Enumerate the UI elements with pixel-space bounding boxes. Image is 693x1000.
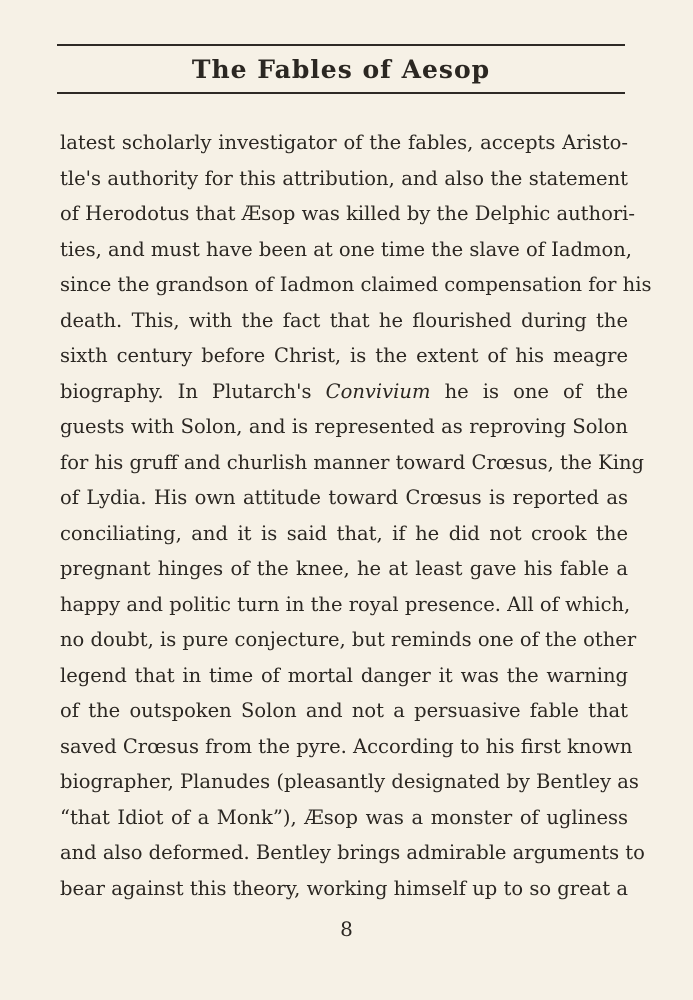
text-line: “that Idiot of a Monk”), Æsop was a monster of ugliness — [60, 805, 628, 829]
text-line: legend that in time of mortal danger it was the warning — [60, 663, 628, 687]
text-line: bear against this theory, working himself up to so great a — [60, 876, 628, 900]
text-line: biographer, Planudes (pleasantly designated by Bentley as — [60, 770, 639, 793]
header-rule-bottom — [57, 92, 625, 94]
text-line: conciliating, and it is said that, if he did not crook the — [60, 521, 628, 545]
text-line: sixth century before Christ, is the extent of his meagre — [60, 344, 628, 367]
text-line: latest scholarly investigator of the fables, accepts Aristo- — [60, 131, 628, 154]
italic-title: Convivium — [325, 379, 431, 403]
text-line: of Herodotus that Æsop was killed by the Delphic authori- — [60, 202, 635, 225]
header-rule-top — [57, 44, 625, 46]
text-line-with-italic — [60, 374, 628, 410]
text-line: happy and politic turn in the royal presence. All of which, — [60, 592, 631, 616]
text-segment: biography. In Plutarch's — [60, 379, 312, 403]
text-line: of the outspoken Solon and not a persuasive fable that — [60, 699, 628, 722]
running-header: The Fables of Aesop — [191, 55, 491, 84]
text-line: for his gruff and churlish manner toward Crœsus, the King — [60, 450, 645, 474]
text-line: of Lydia. His own attitude toward Crœsus is reported as — [60, 486, 628, 509]
text-line: and also deformed. Bentley brings admirable arguments to — [60, 841, 645, 864]
text-line: guests with Solon, and is represented as reproving Solon — [60, 415, 628, 438]
text-line: no doubt, is pure conjecture, but reminds one of the other — [60, 628, 637, 651]
text-segment: he is one of the — [444, 379, 629, 403]
text-line: ties, and must have been at one time the slave of Iadmon, — [60, 237, 632, 261]
text-line: saved Crœsus from the pyre. According to his first known — [60, 734, 633, 758]
text-line: tle's authority for this attribution, and also the statement — [60, 166, 628, 190]
body-text — [60, 125, 652, 906]
page-number: 8 — [340, 917, 353, 941]
text-line: death. This, with the fact that he flourished during the — [60, 308, 628, 332]
text-line: pregnant hinges of the knee, he at least gave his fable a — [60, 557, 628, 580]
text-line: since the grandson of Iadmon claimed compensation for his — [60, 273, 652, 296]
